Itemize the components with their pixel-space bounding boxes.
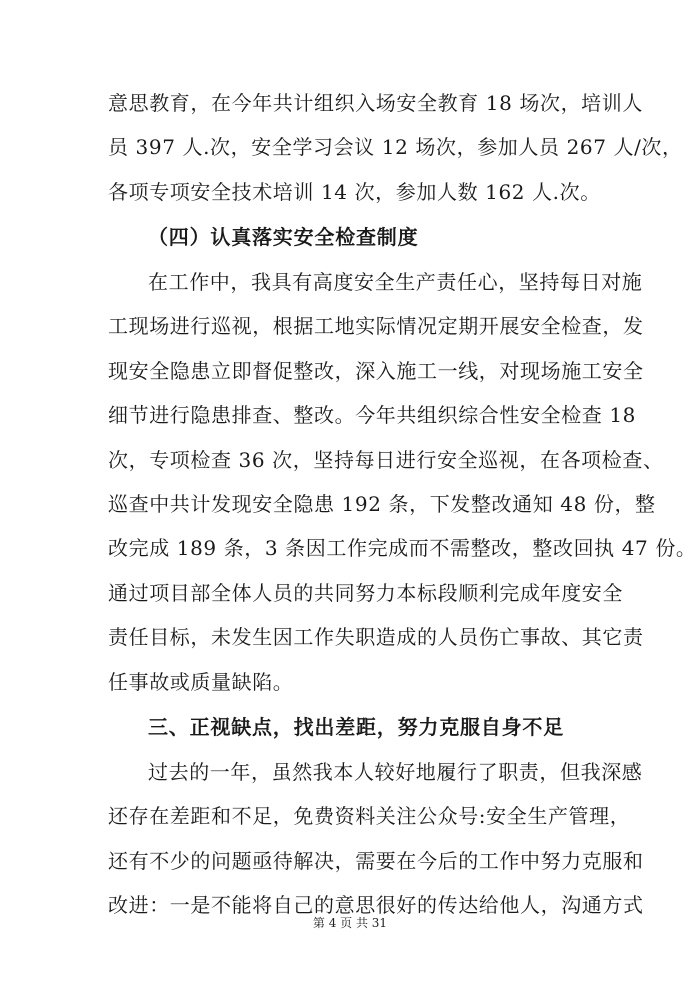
- section-heading: （四）认真落实安全检查制度: [148, 225, 419, 249]
- body-text-line: 次，专项检查 36 次，坚持每日进行安全巡视，在各项检查、: [108, 448, 664, 472]
- body-text-line: 各项专项安全技术培训 14 次，参加人数 162 人.次。: [108, 180, 601, 204]
- body-text-line: 责任目标，未发生因工作失职造成的人员伤亡事故、其它责: [108, 625, 644, 649]
- body-text-line: 还有不少的问题亟待解决，需要在今后的工作中努力克服和: [108, 849, 644, 873]
- body-text-line: 员 397 人.次，安全学习会议 12 场次，参加人员 267 人/次，: [108, 135, 683, 159]
- body-text-line: 巡查中共计发现安全隐患 192 条，下发整改通知 48 份，整: [108, 492, 656, 516]
- body-text-line: 意思教育，在今年共计组织入场安全教育 18 场次，培训人: [108, 91, 643, 115]
- page-footer: 第 4 页 共 31: [312, 916, 388, 930]
- body-text-line: 任事故或质量缺陷。: [108, 670, 294, 694]
- body-text-line: 现安全隐患立即督促整改，深入施工一线，对现场施工安全: [108, 359, 644, 383]
- body-text-line: 在工作中，我具有高度安全生产责任心，坚持每日对施: [148, 270, 643, 294]
- body-text-line: 工现场进行巡视，根据工地实际情况定期开展安全检查，发: [108, 314, 644, 338]
- section-heading: 三、正视缺点，找出差距，努力克服自身不足: [148, 715, 564, 739]
- body-text-line: 通过项目部全体人员的共同努力本标段顺利完成年度安全: [108, 581, 623, 605]
- body-text-line: 改完成 189 条，3 条因工作完成而不需整改，整改回执 47 份。: [108, 536, 697, 560]
- body-text-line: 细节进行隐患排查、整改。今年共组织综合性安全检查 18: [108, 403, 637, 427]
- body-text-line: 还存在差距和不足，免费资料关注公众号:安全生产管理，: [108, 804, 631, 828]
- body-text-line: 过去的一年，虽然我本人较好地履行了职责，但我深感: [148, 760, 643, 784]
- body-text-line: 改进：一是不能将自己的意思很好的传达给他人，沟通方式: [108, 893, 644, 917]
